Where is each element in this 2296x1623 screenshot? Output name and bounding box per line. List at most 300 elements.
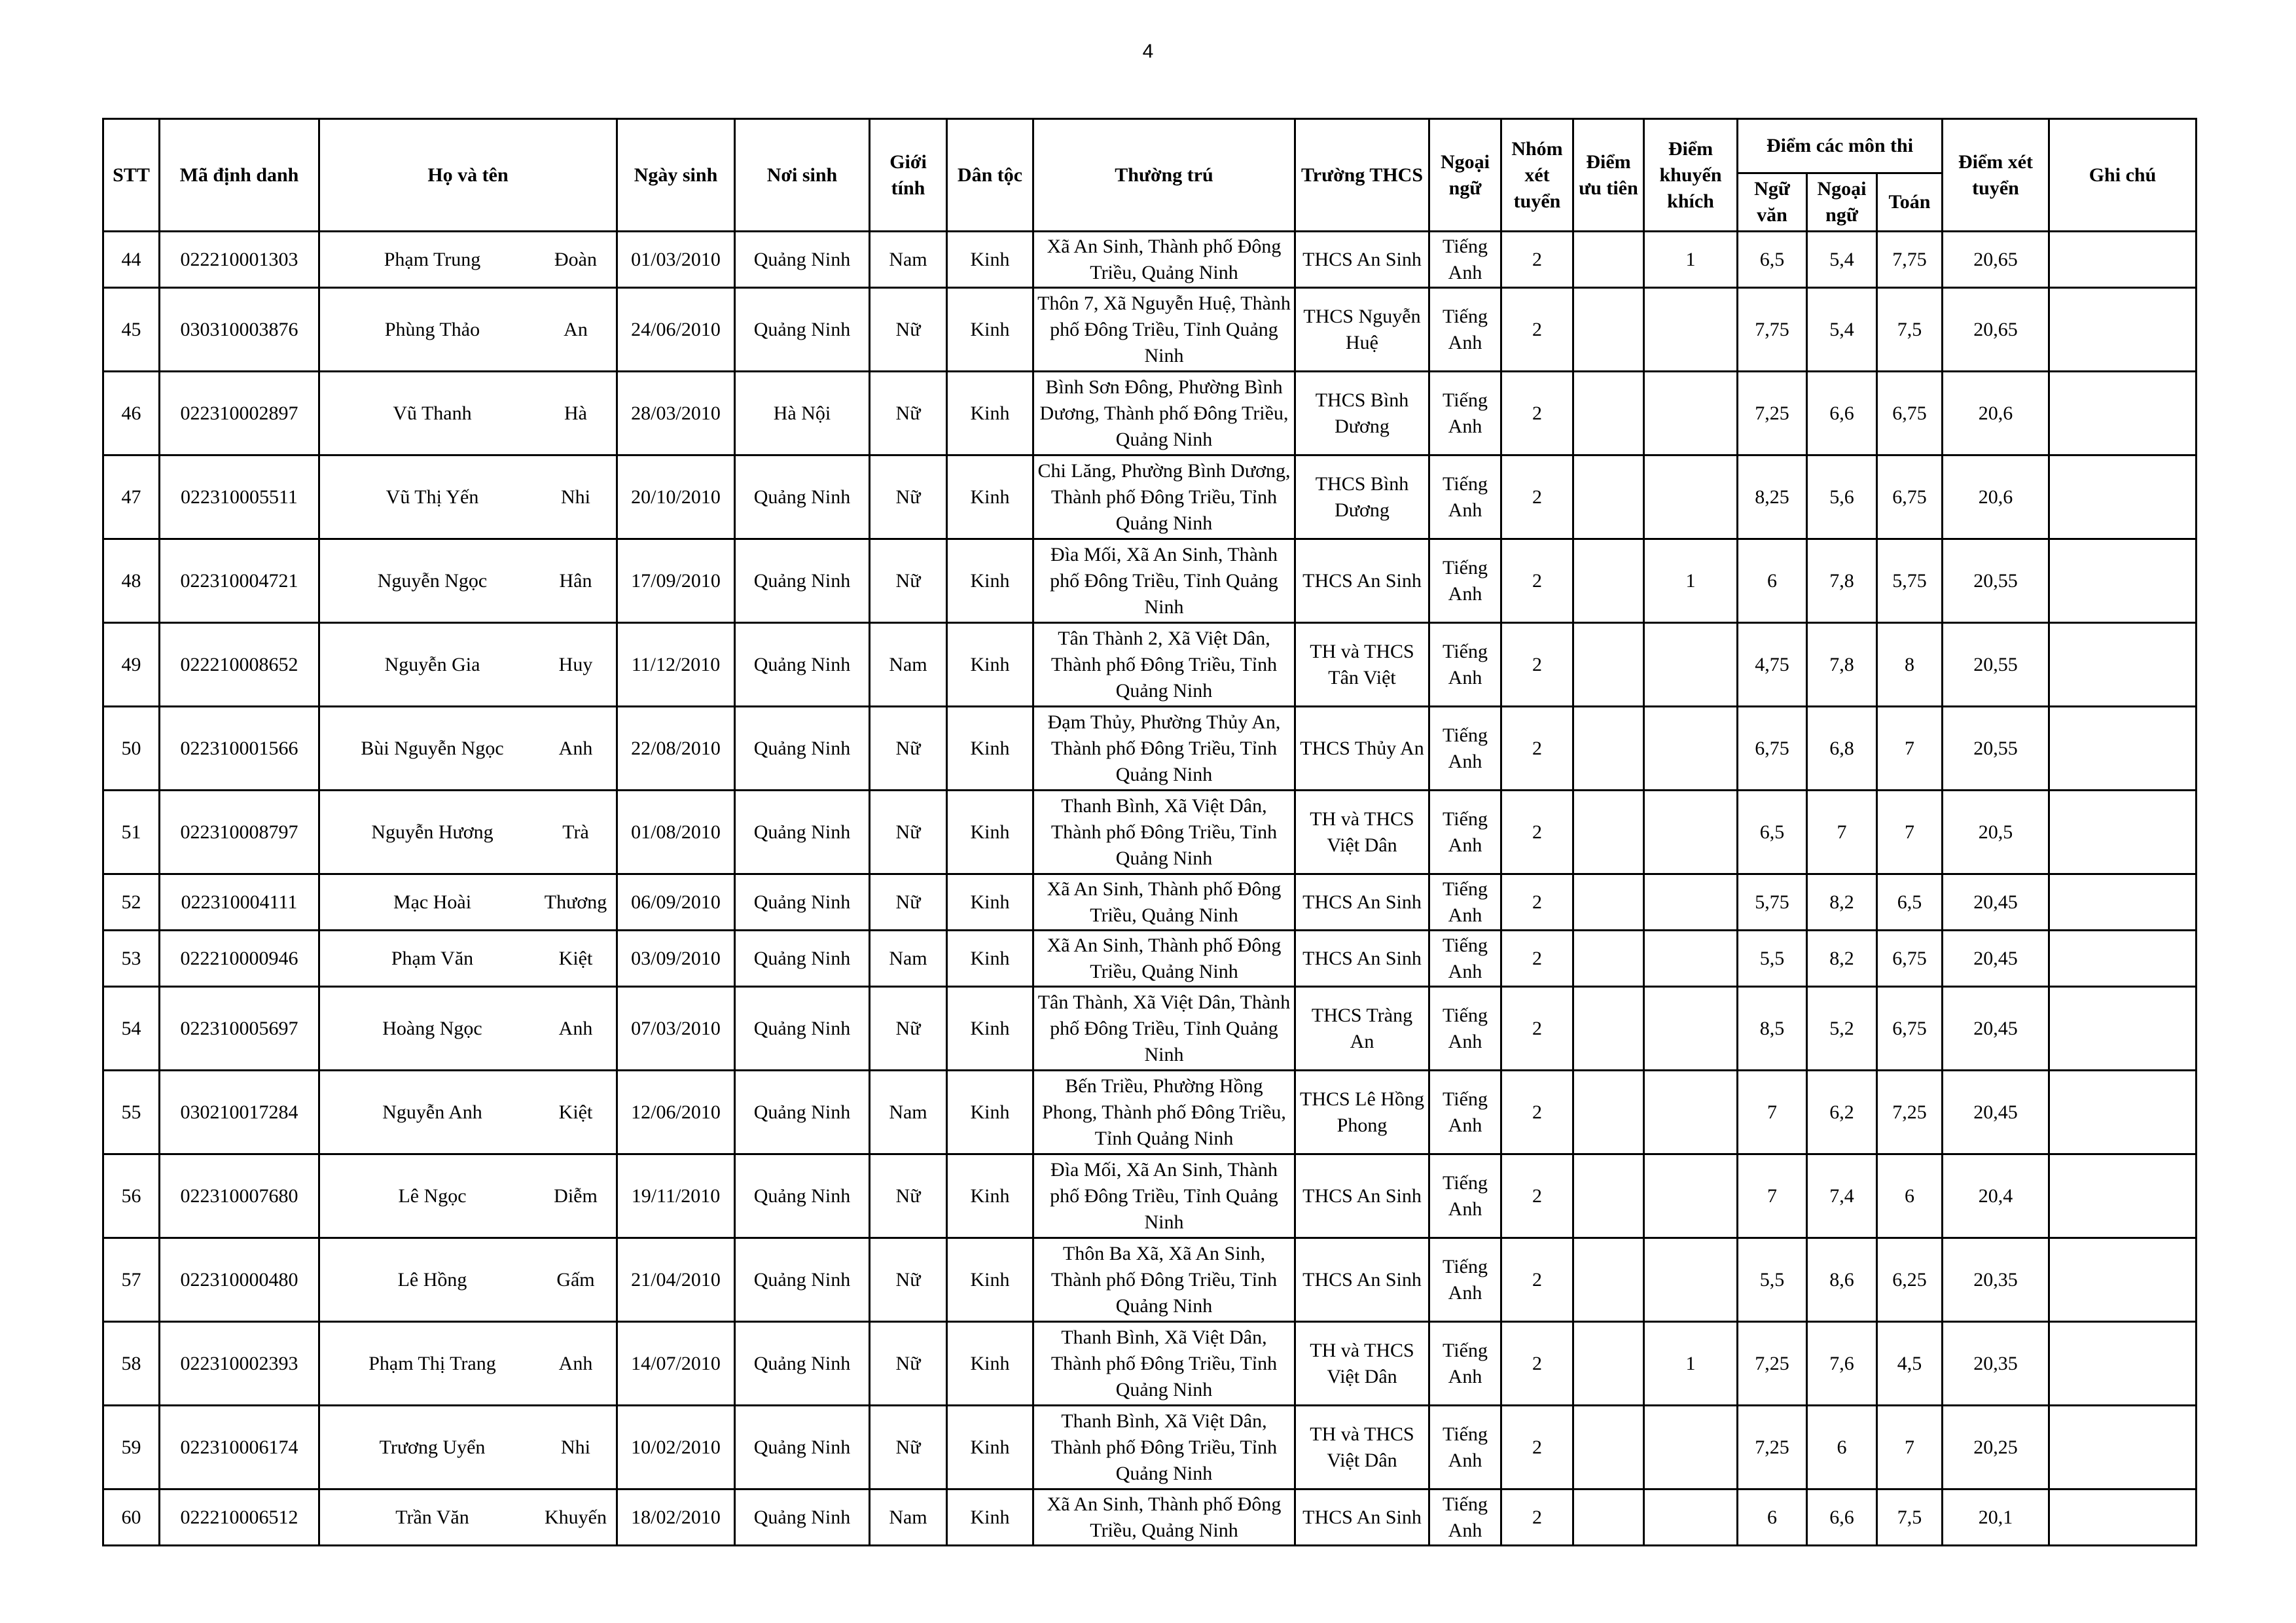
cell-ngoai-ngu: Tiếng Anh: [1429, 1489, 1501, 1546]
cell-ngoai-ngu: Tiếng Anh: [1429, 455, 1501, 539]
cell-ten: Trà: [562, 821, 589, 843]
header-ngay-sinh: Ngày sinh: [617, 119, 735, 232]
header-ngu-van: Ngữ văn: [1738, 173, 1807, 232]
cell-ghi-chu: [2049, 1238, 2197, 1322]
cell-ngoai-ngu: Tiếng Anh: [1429, 1406, 1501, 1489]
table-row: [103, 1154, 2197, 1238]
cell-stt: 47: [103, 455, 160, 539]
cell-ngoai-ngu-diem: 5,4: [1807, 288, 1877, 372]
cell-diem-uu-tien: [1573, 987, 1644, 1071]
table-row: [103, 372, 2197, 455]
cell-ngoai-ngu-diem: 7,6: [1807, 1322, 1877, 1406]
cell-diem-xet-tuyen: 20,65: [1943, 288, 2049, 372]
cell-diem-xet-tuyen: 20,35: [1943, 1322, 2049, 1406]
cell-noi-sinh: Quảng Ninh: [735, 874, 870, 931]
cell-stt: 59: [103, 1406, 160, 1489]
cell-ngay-sinh: 17/09/2010: [617, 539, 735, 623]
cell-gioi-tinh: Nữ: [870, 372, 947, 455]
table-row: [103, 707, 2197, 791]
cell-toan: 7: [1877, 791, 1943, 874]
cell-ho-va-ten: [319, 1322, 617, 1406]
cell-ho-dem: Phùng Thảo: [384, 318, 480, 340]
cell-ngay-sinh: 01/08/2010: [617, 791, 735, 874]
cell-truong-thcs: THCS Thủy An: [1295, 707, 1429, 791]
cell-ho-dem: Nguyễn Gia: [384, 653, 480, 675]
cell-diem-uu-tien: [1573, 232, 1644, 288]
header-ngoai-ngu-mon: Ngoại ngữ: [1807, 173, 1877, 232]
cell-diem-xet-tuyen: 20,55: [1943, 539, 2049, 623]
cell-ghi-chu: [2049, 874, 2197, 931]
cell-ho-va-ten: [319, 1154, 617, 1238]
header-ho-va-ten: Họ và tên: [319, 119, 617, 232]
cell-dan-toc: Kinh: [947, 791, 1033, 874]
cell-thuong-tru: Xã An Sinh, Thành phố Đông Triều, Quảng Ninh: [1033, 232, 1295, 288]
cell-gioi-tinh: Nam: [870, 931, 947, 987]
cell-nhom-xet-tuyen: 2: [1501, 791, 1573, 874]
cell-stt: 53: [103, 931, 160, 987]
cell-dan-toc: Kinh: [947, 1406, 1033, 1489]
cell-ghi-chu: [2049, 539, 2197, 623]
cell-noi-sinh: Quảng Ninh: [735, 1071, 870, 1154]
cell-ngoai-ngu: Tiếng Anh: [1429, 1071, 1501, 1154]
cell-nhom-xet-tuyen: 2: [1501, 1489, 1573, 1546]
cell-ngay-sinh: 12/06/2010: [617, 1071, 735, 1154]
cell-diem-uu-tien: [1573, 1154, 1644, 1238]
cell-ghi-chu: [2049, 623, 2197, 707]
cell-ten: Kiệt: [558, 1101, 593, 1123]
cell-dan-toc: Kinh: [947, 1322, 1033, 1406]
cell-ho-dem: Vũ Thanh: [393, 402, 472, 424]
cell-ma-dinh-danh: 022310004721: [160, 539, 319, 623]
cell-ho-dem: Phạm Văn: [391, 947, 474, 969]
cell-ngoai-ngu-diem: 6: [1807, 1406, 1877, 1489]
header-noi-sinh: Nơi sinh: [735, 119, 870, 232]
cell-stt: 57: [103, 1238, 160, 1322]
cell-diem-uu-tien: [1573, 288, 1644, 372]
cell-nhom-xet-tuyen: 2: [1501, 707, 1573, 791]
cell-diem-xet-tuyen: 20,55: [1943, 623, 2049, 707]
cell-ngu-van: 7,25: [1738, 1322, 1807, 1406]
cell-ten: Anh: [558, 1017, 593, 1039]
cell-diem-khuyen-khich: [1644, 455, 1738, 539]
cell-nhom-xet-tuyen: 2: [1501, 874, 1573, 931]
cell-gioi-tinh: Nữ: [870, 874, 947, 931]
cell-ngay-sinh: 18/02/2010: [617, 1489, 735, 1546]
cell-ghi-chu: [2049, 372, 2197, 455]
cell-ho-dem: Trần Văn: [395, 1506, 469, 1528]
cell-nhom-xet-tuyen: 2: [1501, 1154, 1573, 1238]
cell-truong-thcs: THCS An Sinh: [1295, 931, 1429, 987]
cell-diem-khuyen-khich: [1644, 288, 1738, 372]
cell-thuong-tru: Thôn Ba Xã, Xã An Sinh, Thành phố Đông Triều, Tỉnh Quảng Ninh: [1033, 1238, 1295, 1322]
cell-ngoai-ngu-diem: 7,4: [1807, 1154, 1877, 1238]
cell-diem-uu-tien: [1573, 1071, 1644, 1154]
cell-diem-xet-tuyen: 20,45: [1943, 1071, 2049, 1154]
cell-toan: 7,5: [1877, 1489, 1943, 1546]
cell-thuong-tru: Tân Thành, Xã Việt Dân, Thành phố Đông Triều, Tỉnh Quảng Ninh: [1033, 987, 1295, 1071]
cell-ghi-chu: [2049, 987, 2197, 1071]
cell-ten: Thương: [544, 891, 607, 913]
cell-ngu-van: 6: [1738, 539, 1807, 623]
cell-ma-dinh-danh: 022210001303: [160, 232, 319, 288]
cell-toan: 4,5: [1877, 1322, 1943, 1406]
cell-stt: 54: [103, 987, 160, 1071]
cell-ten: Hà: [564, 402, 587, 424]
page-number: 4: [1142, 41, 1154, 62]
cell-ho-va-ten: [319, 931, 617, 987]
cell-diem-khuyen-khich: [1644, 1489, 1738, 1546]
cell-truong-thcs: THCS An Sinh: [1295, 1154, 1429, 1238]
cell-stt: 48: [103, 539, 160, 623]
cell-ho-va-ten: [319, 1238, 617, 1322]
cell-ngay-sinh: 24/06/2010: [617, 288, 735, 372]
header-ngoai-ngu: Ngoại ngữ: [1429, 119, 1501, 232]
cell-toan: 8: [1877, 623, 1943, 707]
table-row: [103, 1406, 2197, 1489]
header-diem-xet-tuyen: Điểm xét tuyển: [1943, 119, 2049, 232]
cell-ho-va-ten: [319, 987, 617, 1071]
cell-ho-dem: Bùi Nguyễn Ngọc: [361, 737, 504, 759]
cell-ma-dinh-danh: 022210000946: [160, 931, 319, 987]
cell-thuong-tru: Thanh Bình, Xã Việt Dân, Thành phố Đông Triều, Tỉnh Quảng Ninh: [1033, 1322, 1295, 1406]
cell-ho-va-ten: [319, 1406, 617, 1489]
cell-ho-dem: Hoàng Ngọc: [382, 1017, 482, 1039]
cell-noi-sinh: Quảng Ninh: [735, 1406, 870, 1489]
cell-ten: Huy: [558, 653, 593, 675]
cell-ngay-sinh: 20/10/2010: [617, 455, 735, 539]
cell-toan: 7: [1877, 1406, 1943, 1489]
table-row: [103, 539, 2197, 623]
table-row: [103, 232, 2197, 288]
cell-ma-dinh-danh: 022310000480: [160, 1238, 319, 1322]
cell-noi-sinh: Quảng Ninh: [735, 791, 870, 874]
cell-noi-sinh: Quảng Ninh: [735, 1489, 870, 1546]
cell-stt: 49: [103, 623, 160, 707]
table-row: [103, 1489, 2197, 1546]
cell-thuong-tru: Đạm Thủy, Phường Thủy An, Thành phố Đông Triều, Tỉnh Quảng Ninh: [1033, 707, 1295, 791]
cell-dan-toc: Kinh: [947, 1071, 1033, 1154]
cell-ngay-sinh: 06/09/2010: [617, 874, 735, 931]
cell-gioi-tinh: Nữ: [870, 791, 947, 874]
cell-diem-khuyen-khich: [1644, 1406, 1738, 1489]
cell-ten: Nhi: [561, 486, 590, 508]
cell-ho-dem: Nguyễn Anh: [382, 1101, 482, 1123]
cell-nhom-xet-tuyen: 2: [1501, 232, 1573, 288]
cell-diem-uu-tien: [1573, 539, 1644, 623]
cell-toan: 5,75: [1877, 539, 1943, 623]
cell-ngu-van: 5,5: [1738, 1238, 1807, 1322]
cell-ghi-chu: [2049, 1406, 2197, 1489]
cell-ho-va-ten: [319, 372, 617, 455]
cell-ho-va-ten: [319, 707, 617, 791]
cell-truong-thcs: THCS Tràng An: [1295, 987, 1429, 1071]
cell-diem-xet-tuyen: 20,35: [1943, 1238, 2049, 1322]
cell-ho-va-ten: [319, 623, 617, 707]
cell-ngoai-ngu-diem: 5,2: [1807, 987, 1877, 1071]
cell-ngay-sinh: 14/07/2010: [617, 1322, 735, 1406]
cell-nhom-xet-tuyen: 2: [1501, 372, 1573, 455]
cell-toan: 6: [1877, 1154, 1943, 1238]
cell-ngoai-ngu-diem: 6,6: [1807, 1489, 1877, 1546]
cell-diem-xet-tuyen: 20,4: [1943, 1154, 2049, 1238]
cell-ho-va-ten: [319, 455, 617, 539]
cell-ngay-sinh: 11/12/2010: [617, 623, 735, 707]
cell-ma-dinh-danh: 030310003876: [160, 288, 319, 372]
cell-ghi-chu: [2049, 931, 2197, 987]
cell-diem-khuyen-khich: [1644, 1071, 1738, 1154]
cell-diem-uu-tien: [1573, 791, 1644, 874]
header-ma-dinh-danh: Mã định danh: [160, 119, 319, 232]
cell-diem-xet-tuyen: 20,6: [1943, 455, 2049, 539]
cell-nhom-xet-tuyen: 2: [1501, 288, 1573, 372]
cell-ngoai-ngu-diem: 5,4: [1807, 232, 1877, 288]
cell-diem-xet-tuyen: 20,25: [1943, 1406, 2049, 1489]
cell-diem-khuyen-khich: [1644, 1238, 1738, 1322]
cell-ho-va-ten: [319, 1489, 617, 1546]
cell-stt: 58: [103, 1322, 160, 1406]
cell-toan: 7,25: [1877, 1071, 1943, 1154]
cell-noi-sinh: Quảng Ninh: [735, 707, 870, 791]
cell-truong-thcs: TH và THCS Tân Việt: [1295, 623, 1429, 707]
cell-ngu-van: 7: [1738, 1071, 1807, 1154]
cell-ho-va-ten: [319, 288, 617, 372]
cell-ngoai-ngu-diem: 6,2: [1807, 1071, 1877, 1154]
cell-ngoai-ngu: Tiếng Anh: [1429, 791, 1501, 874]
cell-truong-thcs: TH và THCS Việt Dân: [1295, 791, 1429, 874]
cell-ma-dinh-danh: 022310006174: [160, 1406, 319, 1489]
cell-ngoai-ngu-diem: 8,2: [1807, 931, 1877, 987]
cell-ngay-sinh: 19/11/2010: [617, 1154, 735, 1238]
cell-ngu-van: 5,75: [1738, 874, 1807, 931]
header-diem-khuyen-khich: Điểm khuyến khích: [1644, 119, 1738, 232]
cell-thuong-tru: Đìa Mối, Xã An Sinh, Thành phố Đông Triều, Tỉnh Quảng Ninh: [1033, 539, 1295, 623]
table-row: [103, 455, 2197, 539]
cell-ten: An: [564, 318, 588, 340]
table-row: [103, 1238, 2197, 1322]
cell-thuong-tru: Thanh Bình, Xã Việt Dân, Thành phố Đông Triều, Tỉnh Quảng Ninh: [1033, 1406, 1295, 1489]
cell-nhom-xet-tuyen: 2: [1501, 931, 1573, 987]
cell-diem-khuyen-khich: [1644, 874, 1738, 931]
cell-thuong-tru: Thanh Bình, Xã Việt Dân, Thành phố Đông Triều, Tỉnh Quảng Ninh: [1033, 791, 1295, 874]
cell-ngoai-ngu-diem: 8,2: [1807, 874, 1877, 931]
cell-diem-uu-tien: [1573, 372, 1644, 455]
cell-noi-sinh: Quảng Ninh: [735, 623, 870, 707]
cell-dan-toc: Kinh: [947, 232, 1033, 288]
cell-ngoai-ngu-diem: 6,6: [1807, 372, 1877, 455]
cell-diem-khuyen-khich: 1: [1644, 1322, 1738, 1406]
cell-dan-toc: Kinh: [947, 1154, 1033, 1238]
cell-thuong-tru: Bình Sơn Đông, Phường Bình Dương, Thành phố Đông Triều, Quảng Ninh: [1033, 372, 1295, 455]
cell-ma-dinh-danh: 022210008652: [160, 623, 319, 707]
cell-truong-thcs: THCS An Sinh: [1295, 539, 1429, 623]
cell-ten: Anh: [558, 1352, 593, 1374]
cell-gioi-tinh: Nữ: [870, 1406, 947, 1489]
cell-truong-thcs: THCS An Sinh: [1295, 874, 1429, 931]
cell-dan-toc: Kinh: [947, 455, 1033, 539]
cell-dan-toc: Kinh: [947, 987, 1033, 1071]
cell-diem-xet-tuyen: 20,45: [1943, 931, 2049, 987]
cell-ho-dem: Nguyễn Ngọc: [377, 569, 488, 592]
cell-diem-khuyen-khich: [1644, 987, 1738, 1071]
cell-ngu-van: 7,75: [1738, 288, 1807, 372]
cell-nhom-xet-tuyen: 2: [1501, 1322, 1573, 1406]
cell-ngay-sinh: 01/03/2010: [617, 232, 735, 288]
cell-noi-sinh: Quảng Ninh: [735, 232, 870, 288]
cell-nhom-xet-tuyen: 2: [1501, 455, 1573, 539]
cell-thuong-tru: Tân Thành 2, Xã Việt Dân, Thành phố Đông Triều, Tỉnh Quảng Ninh: [1033, 623, 1295, 707]
cell-ma-dinh-danh: 022310008797: [160, 791, 319, 874]
cell-dan-toc: Kinh: [947, 1238, 1033, 1322]
cell-nhom-xet-tuyen: 2: [1501, 623, 1573, 707]
cell-dan-toc: Kinh: [947, 874, 1033, 931]
cell-ho-dem: Mạc Hoài: [393, 891, 472, 913]
cell-dan-toc: Kinh: [947, 288, 1033, 372]
cell-dan-toc: Kinh: [947, 623, 1033, 707]
cell-stt: 46: [103, 372, 160, 455]
header-thuong-tru: Thường trú: [1033, 119, 1295, 232]
cell-ma-dinh-danh: 022310001566: [160, 707, 319, 791]
cell-gioi-tinh: Nam: [870, 1071, 947, 1154]
cell-ten: Diễm: [554, 1185, 598, 1207]
cell-ngay-sinh: 21/04/2010: [617, 1238, 735, 1322]
cell-ma-dinh-danh: 022310005511: [160, 455, 319, 539]
cell-noi-sinh: Quảng Ninh: [735, 539, 870, 623]
cell-diem-khuyen-khich: [1644, 623, 1738, 707]
cell-ten: Khuyến: [545, 1506, 607, 1528]
cell-nhom-xet-tuyen: 2: [1501, 1406, 1573, 1489]
cell-ho-va-ten: [319, 1071, 617, 1154]
cell-gioi-tinh: Nữ: [870, 1238, 947, 1322]
cell-ngoai-ngu: Tiếng Anh: [1429, 1238, 1501, 1322]
cell-gioi-tinh: Nữ: [870, 288, 947, 372]
header-ghi-chu: Ghi chú: [2049, 119, 2197, 232]
cell-ho-va-ten: [319, 232, 617, 288]
cell-ngoai-ngu: Tiếng Anh: [1429, 539, 1501, 623]
cell-ngu-van: 6,5: [1738, 232, 1807, 288]
cell-ngay-sinh: 28/03/2010: [617, 372, 735, 455]
cell-diem-xet-tuyen: 20,1: [1943, 1489, 2049, 1546]
cell-stt: 45: [103, 288, 160, 372]
cell-ho-dem: Vũ Thị Yến: [386, 486, 479, 508]
cell-ngoai-ngu-diem: 5,6: [1807, 455, 1877, 539]
table-body: [103, 232, 2197, 1546]
header-nhom-xet-tuyen: Nhóm xét tuyển: [1501, 119, 1573, 232]
cell-thuong-tru: Xã An Sinh, Thành phố Đông Triều, Quảng Ninh: [1033, 1489, 1295, 1546]
cell-stt: 60: [103, 1489, 160, 1546]
cell-truong-thcs: THCS An Sinh: [1295, 1489, 1429, 1546]
cell-ma-dinh-danh: 030210017284: [160, 1071, 319, 1154]
cell-toan: 7: [1877, 707, 1943, 791]
cell-diem-khuyen-khich: [1644, 791, 1738, 874]
cell-ten: Anh: [558, 737, 593, 759]
cell-ten: Hân: [559, 569, 592, 592]
cell-gioi-tinh: Nữ: [870, 987, 947, 1071]
cell-truong-thcs: TH và THCS Việt Dân: [1295, 1406, 1429, 1489]
cell-ma-dinh-danh: 022310002393: [160, 1322, 319, 1406]
cell-diem-khuyen-khich: [1644, 707, 1738, 791]
cell-ma-dinh-danh: 022310002897: [160, 372, 319, 455]
cell-diem-khuyen-khich: [1644, 372, 1738, 455]
cell-stt: 51: [103, 791, 160, 874]
table-row: [103, 1322, 2197, 1406]
cell-stt: 50: [103, 707, 160, 791]
cell-diem-uu-tien: [1573, 874, 1644, 931]
cell-thuong-tru: Đìa Mối, Xã An Sinh, Thành phố Đông Triều, Tỉnh Quảng Ninh: [1033, 1154, 1295, 1238]
table-header: [103, 119, 2197, 232]
cell-thuong-tru: Xã An Sinh, Thành phố Đông Triều, Quảng Ninh: [1033, 931, 1295, 987]
cell-truong-thcs: THCS Bình Dương: [1295, 372, 1429, 455]
header-stt: STT: [103, 119, 160, 232]
cell-ho-dem: Lê Hồng: [397, 1268, 467, 1291]
cell-ho-dem: Phạm Trung: [384, 248, 481, 270]
cell-truong-thcs: TH và THCS Việt Dân: [1295, 1322, 1429, 1406]
cell-noi-sinh: Quảng Ninh: [735, 288, 870, 372]
cell-thuong-tru: Thôn 7, Xã Nguyễn Huệ, Thành phố Đông Triều, Tỉnh Quảng Ninh: [1033, 288, 1295, 372]
table-row: [103, 987, 2197, 1071]
cell-noi-sinh: Quảng Ninh: [735, 987, 870, 1071]
cell-toan: 7,5: [1877, 288, 1943, 372]
cell-ngoai-ngu: Tiếng Anh: [1429, 987, 1501, 1071]
cell-diem-uu-tien: [1573, 1489, 1644, 1546]
cell-stt: 56: [103, 1154, 160, 1238]
header-diem-uu-tien: Điểm ưu tiên: [1573, 119, 1644, 232]
cell-diem-uu-tien: [1573, 707, 1644, 791]
cell-ghi-chu: [2049, 791, 2197, 874]
cell-dan-toc: Kinh: [947, 931, 1033, 987]
cell-ngu-van: 5,5: [1738, 931, 1807, 987]
cell-nhom-xet-tuyen: 2: [1501, 987, 1573, 1071]
cell-diem-xet-tuyen: 20,45: [1943, 874, 2049, 931]
cell-gioi-tinh: Nam: [870, 232, 947, 288]
cell-ngay-sinh: 07/03/2010: [617, 987, 735, 1071]
cell-diem-xet-tuyen: 20,55: [1943, 707, 2049, 791]
cell-ngay-sinh: 10/02/2010: [617, 1406, 735, 1489]
cell-nhom-xet-tuyen: 2: [1501, 539, 1573, 623]
cell-ten: Gấm: [556, 1268, 595, 1291]
table-row: [103, 288, 2197, 372]
cell-ghi-chu: [2049, 1154, 2197, 1238]
cell-truong-thcs: THCS Bình Dương: [1295, 455, 1429, 539]
cell-toan: 6,5: [1877, 874, 1943, 931]
cell-ngu-van: 6,75: [1738, 707, 1807, 791]
cell-dan-toc: Kinh: [947, 707, 1033, 791]
cell-noi-sinh: Quảng Ninh: [735, 1238, 870, 1322]
header-diem-cac-mon-thi: Điểm các môn thi: [1738, 119, 1943, 173]
cell-ngu-van: 7,25: [1738, 1406, 1807, 1489]
cell-ngoai-ngu: Tiếng Anh: [1429, 1154, 1501, 1238]
cell-ngu-van: 6: [1738, 1489, 1807, 1546]
cell-ngu-van: 4,75: [1738, 623, 1807, 707]
cell-ho-va-ten: [319, 539, 617, 623]
cell-truong-thcs: THCS An Sinh: [1295, 1238, 1429, 1322]
cell-ho-dem: Phạm Thị Trang: [368, 1352, 496, 1374]
cell-diem-uu-tien: [1573, 1238, 1644, 1322]
cell-diem-khuyen-khich: 1: [1644, 232, 1738, 288]
cell-ngu-van: 8,5: [1738, 987, 1807, 1071]
cell-gioi-tinh: Nữ: [870, 455, 947, 539]
cell-dan-toc: Kinh: [947, 1489, 1033, 1546]
cell-gioi-tinh: Nữ: [870, 707, 947, 791]
cell-diem-xet-tuyen: 20,6: [1943, 372, 2049, 455]
cell-ghi-chu: [2049, 455, 2197, 539]
cell-ho-dem: Trương Uyển: [379, 1436, 486, 1458]
cell-ngoai-ngu: Tiếng Anh: [1429, 232, 1501, 288]
cell-diem-uu-tien: [1573, 1322, 1644, 1406]
cell-ma-dinh-danh: 022310004111: [160, 874, 319, 931]
cell-ma-dinh-danh: 022310005697: [160, 987, 319, 1071]
cell-ngoai-ngu: Tiếng Anh: [1429, 931, 1501, 987]
cell-noi-sinh: Quảng Ninh: [735, 931, 870, 987]
